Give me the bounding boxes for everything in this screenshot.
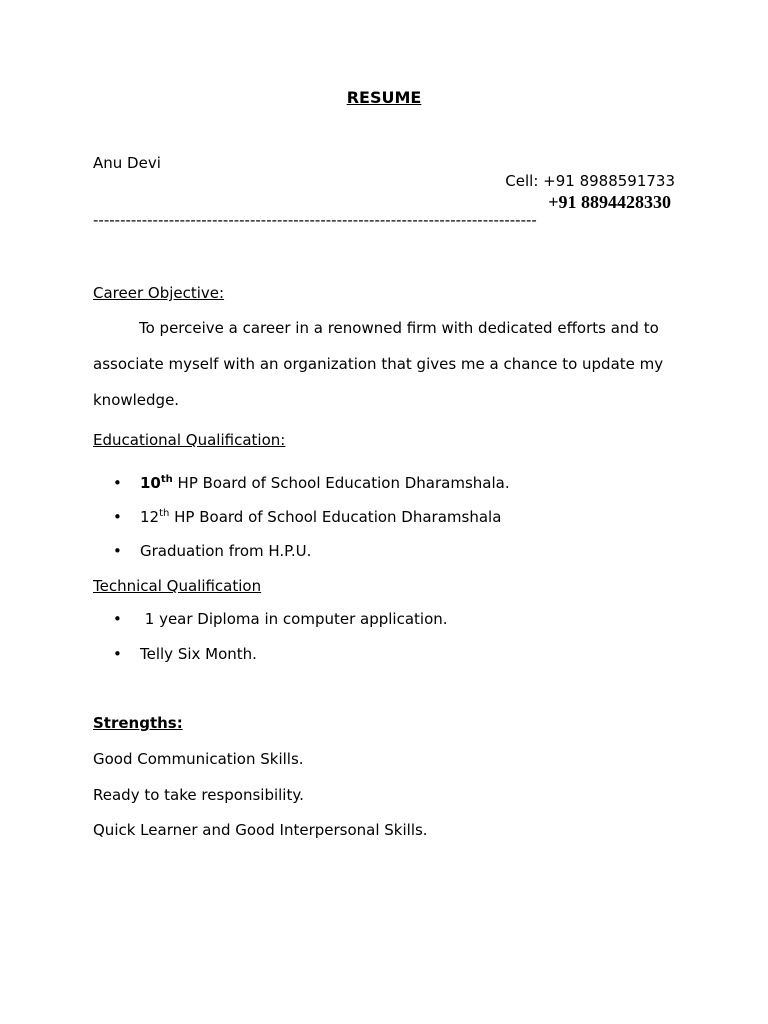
- career-objective-heading: Career Objective:: [93, 284, 225, 302]
- strength-item: Ready to take responsibility.: [93, 786, 304, 804]
- bullet-icon: •: [113, 474, 122, 492]
- bullet-icon: •: [113, 508, 122, 526]
- bullet-icon: •: [113, 610, 122, 628]
- education-item-num: 12: [140, 508, 160, 526]
- career-objective-body: To perceive a career in a renowned firm with dedicated efforts and to associate myself with an organization that gives me a chance to update my knowledge.: [93, 319, 664, 409]
- strengths-heading: Strengths:: [93, 714, 183, 732]
- separator-line: ----------------------------------------------------------------------------------: [93, 211, 537, 229]
- education-item-num: 10: [140, 474, 161, 492]
- technical-item: [113, 645, 257, 663]
- strength-item: Good Communication Skills.: [93, 750, 304, 768]
- technical-item: [113, 610, 448, 628]
- technical-item-text: 1 year Diploma in computer application.: [140, 610, 448, 628]
- education-heading: Educational Qualification:: [93, 431, 286, 449]
- education-item-text: HP Board of School Education Dharamshala: [169, 508, 502, 526]
- technical-heading: Technical Qualification: [93, 577, 262, 595]
- education-item-text: Graduation from H.P.U.: [140, 542, 312, 560]
- education-item-sup: th: [159, 508, 170, 519]
- career-objective-text: [93, 310, 683, 418]
- cell-phone-secondary: +91 8894428330: [548, 192, 671, 212]
- education-item-sup: th: [160, 474, 173, 485]
- education-item-12th: [113, 508, 501, 526]
- education-item-text: HP Board of School Education Dharamshala.: [172, 474, 510, 492]
- strength-item: Quick Learner and Good Interpersonal Skills.: [93, 821, 428, 839]
- resume-title: RESUME: [346, 88, 422, 107]
- education-item-10th: [113, 474, 510, 492]
- candidate-name: Anu Devi: [93, 154, 161, 172]
- bullet-icon: •: [113, 645, 122, 663]
- education-item-graduation: [113, 542, 311, 560]
- cell-phone-primary: Cell: +91 8988591733: [505, 172, 675, 190]
- bullet-icon: •: [113, 542, 122, 560]
- technical-item-text: Telly Six Month.: [140, 645, 257, 663]
